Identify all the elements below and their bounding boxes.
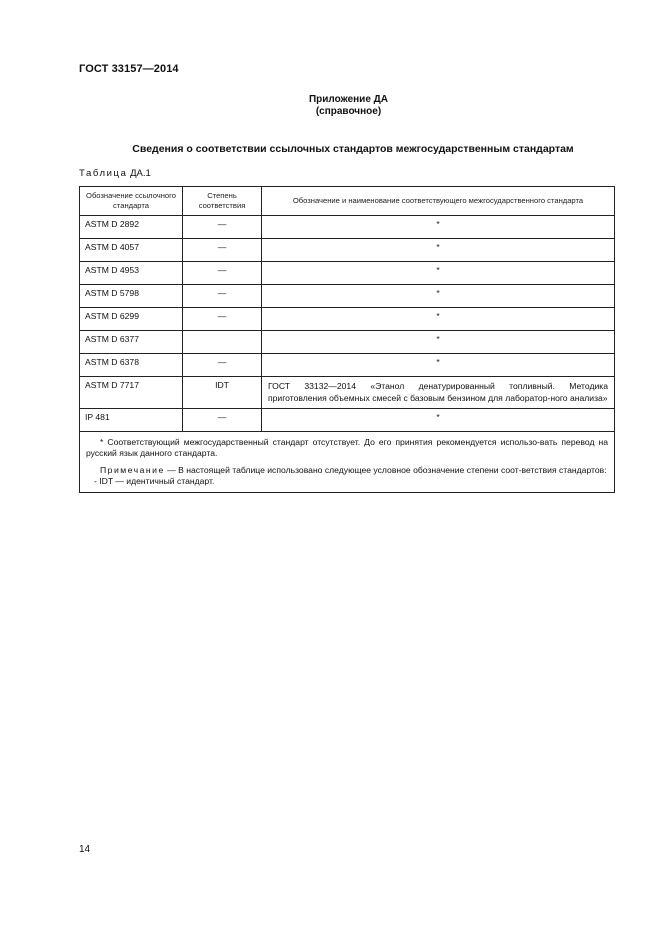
- interstate-standard-cell: ГОСТ 33132—2014 «Этанол денатурированный топливный. Методика приготовления объемных смесей с базовым бензином для лаборатор-ного анализа»: [262, 377, 615, 409]
- table-notes: [80, 432, 615, 493]
- note: [86, 465, 608, 476]
- header-degree: Степень соответствия: [183, 187, 262, 216]
- header-interstate-standard: Обозначение и наименование соответствующего межгосударственного стандарта: [262, 187, 615, 216]
- ref-standard-cell: ASTM D 2892: [80, 216, 183, 239]
- table-row: [80, 377, 615, 409]
- ref-standard-cell: ASTM D 6377: [80, 331, 183, 354]
- ref-standard-cell: ASTM D 4057: [80, 239, 183, 262]
- ref-standard-cell: IP 481: [80, 409, 183, 432]
- degree-cell: —: [183, 239, 262, 262]
- footnote: * Соответствующий межгосударственный стандарт отсутствует. До его принятия рекомендуется использо-вать перевод на русский язык данного стандарта.: [86, 437, 608, 458]
- annex-title: Приложение ДА: [308, 94, 389, 105]
- annex-subtitle: (справочное): [315, 106, 382, 117]
- section-title: Сведения о соответствии ссылочных стандартов межгосударственным стандартам: [132, 143, 574, 155]
- degree-cell: —: [183, 409, 262, 432]
- interstate-standard-cell: *: [262, 262, 615, 285]
- table-caption: [79, 168, 151, 179]
- degree-cell: [183, 331, 262, 354]
- interstate-standard-cell: *: [262, 409, 615, 432]
- note-label: Примечание: [100, 465, 165, 475]
- ref-standard-cell: ASTM D 7717: [80, 377, 183, 409]
- table-row: [80, 354, 615, 377]
- table-row: [80, 262, 615, 285]
- degree-cell: —: [183, 216, 262, 239]
- interstate-standard-cell: *: [262, 308, 615, 331]
- document-id: ГОСТ 33157—2014: [79, 63, 179, 75]
- ref-standard-cell: ASTM D 6378: [80, 354, 183, 377]
- table-row: [80, 216, 615, 239]
- interstate-standard-cell: *: [262, 216, 615, 239]
- table-caption-number: ДА.1: [130, 168, 151, 179]
- table-header-row: [80, 187, 615, 216]
- degree-cell: —: [183, 354, 262, 377]
- note-text: — В настоящей таблице использовано следующее условное обозначение степени соот-ветствия стандартов:: [164, 465, 607, 475]
- header-ref-standard: Обозначение ссылочного стандарта: [80, 187, 183, 216]
- degree-cell: —: [183, 308, 262, 331]
- table-row: [80, 409, 615, 432]
- page-number: 14: [79, 844, 91, 855]
- degree-cell: —: [183, 285, 262, 308]
- degree-cell: IDT: [183, 377, 262, 409]
- correspondence-table: [79, 186, 615, 493]
- table-row: [80, 331, 615, 354]
- ref-standard-cell: ASTM D 4953: [80, 262, 183, 285]
- table-notes-row: [80, 432, 615, 493]
- interstate-standard-cell: *: [262, 285, 615, 308]
- ref-standard-cell: ASTM D 5798: [80, 285, 183, 308]
- ref-standard-cell: ASTM D 6299: [80, 308, 183, 331]
- interstate-standard-cell: *: [262, 239, 615, 262]
- annex-heading: [0, 94, 661, 118]
- interstate-standard-cell: *: [262, 354, 615, 377]
- note-legend: - IDT — идентичный стандарт.: [94, 476, 215, 486]
- table-caption-prefix: Таблица: [79, 168, 128, 179]
- table-row: [80, 239, 615, 262]
- table-row: [80, 285, 615, 308]
- table-row: [80, 308, 615, 331]
- interstate-standard-cell: *: [262, 331, 615, 354]
- degree-cell: —: [183, 262, 262, 285]
